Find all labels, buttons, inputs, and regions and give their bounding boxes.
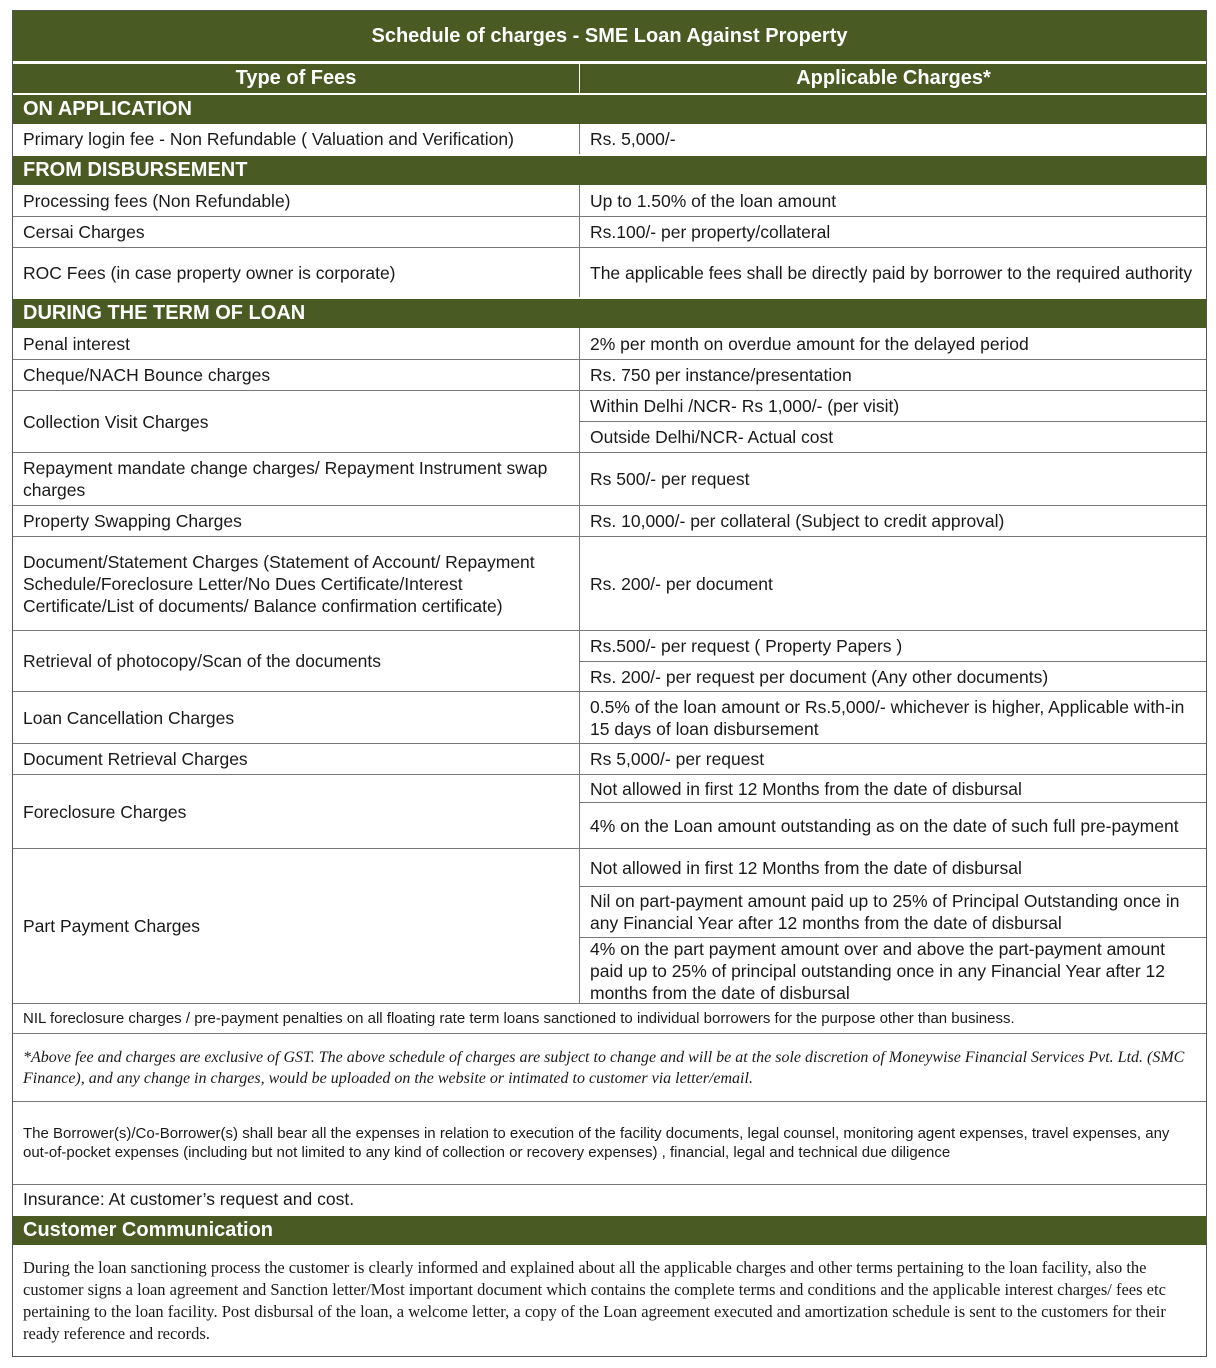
- table-row: [13, 848, 1206, 1003]
- table-header: [13, 62, 1206, 93]
- fee-charge: Rs 500/- per request: [579, 453, 1206, 505]
- fee-charge: Rs. 200/- per request per document (Any other documents): [579, 661, 1206, 691]
- section-during-term: DURING THE TERM OF LOAN: [13, 297, 1206, 328]
- fee-charge: The applicable fees shall be directly paid by borrower to the required authority: [579, 248, 1206, 297]
- table-row: [13, 216, 1206, 247]
- note-gst: *Above fee and charges are exclusive of GST. The above schedule of charges are subject to change and will be at the sole discretion of Moneywise Financial Services Pvt. Ltd. (SMC Finance), and any change in charges, would be uploaded on the website or intimated to customer via letter/email.: [13, 1033, 1206, 1101]
- customer-communication-text: During the loan sanctioning process the customer is clearly informed and explained about all the applicable charges and other terms pertaining to the loan facility, also the customer signs a loan agreement and Sanction letter/Most important document which contains the complete terms and conditions and the applicable interest charges/ fees etc pertaining to the loan facility. Post disbursal of the loan, a welcome letter, a copy of the Loan agreement executed and amortization schedule is sent to the customers for their ready reference and records.: [23, 1257, 1166, 1343]
- fee-charge: Not allowed in first 12 Months from the date of disbursal: [579, 775, 1206, 802]
- table-row: [13, 390, 1206, 452]
- header-type-of-fees: Type of Fees: [235, 67, 357, 89]
- table-row: [13, 359, 1206, 390]
- fee-charge: 0.5% of the loan amount or Rs.5,000/- whichever is higher, Applicable with-in 15 days of loan disbursement: [579, 692, 1206, 743]
- fee-label: Loan Cancellation Charges: [23, 707, 235, 728]
- section-customer-communication: Customer Communication: [13, 1214, 1206, 1245]
- table-row: [13, 124, 1206, 154]
- table-row: [13, 743, 1206, 774]
- table-row: [13, 185, 1206, 216]
- fee-charge: Rs.500/- per request ( Property Papers ): [579, 631, 1206, 661]
- fee-charge: 4% on the Loan amount outstanding as on the date of such full pre-payment: [579, 802, 1206, 848]
- note-insurance: Insurance: At customer’s request and cost.: [13, 1184, 1206, 1214]
- fee-label: Property Swapping Charges: [23, 511, 242, 531]
- section-on-application: ON APPLICATION: [13, 93, 1206, 124]
- fee-charge: Rs. 200/- per document: [579, 537, 1206, 630]
- fee-label: Part Payment Charges: [23, 916, 201, 936]
- table-row: [13, 452, 1206, 505]
- fee-charge: 2% per month on overdue amount for the delayed period: [579, 328, 1206, 359]
- table-row: [13, 328, 1206, 359]
- table-row: [13, 774, 1206, 848]
- fee-charge: Nil on part-payment amount paid up to 25% of Principal Outstanding once in any Financial Year after 12 months from the date of disbursal: [579, 886, 1206, 937]
- fee-label: Processing fees (Non Refundable): [23, 190, 291, 211]
- fee-charge: Not allowed in first 12 Months from the date of disbursal: [579, 849, 1206, 886]
- table-row: [13, 536, 1206, 630]
- fee-label: Penal interest: [23, 333, 131, 354]
- table-row: [13, 247, 1206, 297]
- fee-label: Repayment mandate change charges/ Repayment Instrument swap charges: [23, 458, 548, 500]
- fee-label: Primary login fee - Non Refundable ( Valuation and Verification): [23, 129, 514, 149]
- table-row: [13, 505, 1206, 536]
- section-from-disbursement: FROM DISBURSEMENT: [13, 154, 1206, 185]
- table-row: [13, 691, 1206, 743]
- fee-label: ROC Fees (in case property owner is corporate): [23, 262, 396, 283]
- fee-charge: Within Delhi /NCR- Rs 1,000/- (per visit): [579, 391, 1206, 421]
- fee-charge: Outside Delhi/NCR- Actual cost: [579, 421, 1206, 452]
- header-applicable-charges: Applicable Charges*: [579, 64, 1207, 93]
- table-title: Schedule of charges - SME Loan Against Property: [13, 11, 1206, 62]
- fee-label: Retrieval of photocopy/Scan of the documents: [23, 651, 381, 671]
- fee-charge: Rs. 10,000/- per collateral (Subject to credit approval): [579, 506, 1206, 536]
- charges-table: [12, 10, 1207, 1357]
- fee-label: Cersai Charges: [23, 222, 145, 242]
- fee-label: Cheque/NACH Bounce charges: [23, 365, 271, 385]
- fee-charge: Rs. 750 per instance/presentation: [579, 360, 1206, 390]
- fee-label: Collection Visit Charges: [23, 411, 209, 432]
- fee-label: Foreclosure Charges: [23, 801, 187, 822]
- note-borrower-expenses: The Borrower(s)/Co-Borrower(s) shall bear all the expenses in relation to execution of the facility documents, legal counsel, monitoring agent expenses, travel expenses, any out-of-pocket expenses (including but not limited to any kind of collection or recovery expenses) , financial, legal and technical due diligence: [13, 1101, 1206, 1184]
- fee-label: Document/Statement Charges (Statement of Account/ Repayment Schedule/Foreclosure Letter/No Dues Certificate/Interest Certificate/List of documents/ Balance confirmation certificate): [23, 551, 535, 616]
- fee-charge: Rs 5,000/- per request: [579, 744, 1206, 774]
- fee-label: Document Retrieval Charges: [23, 749, 248, 769]
- table-row: [13, 630, 1206, 691]
- fee-charge: Up to 1.50% of the loan amount: [579, 185, 1206, 216]
- fee-charge: Rs.100/- per property/collateral: [579, 217, 1206, 247]
- fee-charge: Rs. 5,000/-: [579, 124, 1206, 154]
- note-nil-foreclosure: NIL foreclosure charges / pre-payment penalties on all floating rate term loans sanctioned to individual borrowers for the purpose other than business.: [13, 1003, 1206, 1033]
- fee-charge: 4% on the part payment amount over and above the part-payment amount paid up to 25% of principal outstanding once in any Financial Year after 12 months from the date of disbursal: [579, 937, 1206, 1003]
